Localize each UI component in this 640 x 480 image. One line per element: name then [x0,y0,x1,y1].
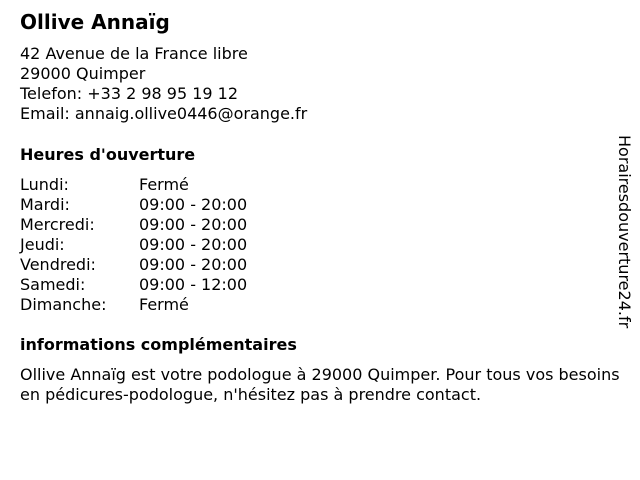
time-value: Fermé [139,295,189,314]
business-name: Ollive Annaïg [20,10,170,34]
day-label: Samedi: [20,275,86,294]
hours-row-saturday [20,275,280,295]
site-watermark: Horairesdouverture24.fr [615,135,634,329]
day-label: Lundi: [20,175,69,194]
time-value: 09:00 - 20:00 [139,255,248,274]
time-value: 09:00 - 20:00 [139,215,248,234]
hours-row-sunday [20,295,280,315]
day-label: Mardi: [20,195,70,214]
email-address: Email: annaig.ollive0446@orange.fr [20,104,308,123]
hours-row-thursday [20,235,280,255]
contact-block [20,44,307,124]
day-label: Mercredi: [20,215,95,234]
opening-hours-title: Heures d'ouverture [20,145,196,164]
hours-row-tuesday [20,195,280,215]
hours-row-monday [20,175,280,195]
day-label: Vendredi: [20,255,96,274]
day-label: Jeudi: [20,235,65,254]
hours-row-friday [20,255,280,275]
day-label: Dimanche: [20,295,107,314]
time-value: 09:00 - 20:00 [139,195,248,214]
time-value: 09:00 - 20:00 [139,235,248,254]
additional-info-title: informations complémentaires [20,335,297,354]
business-description: Ollive Annaïg est votre podologue à 29000 Quimper. Pour tous vos besoins en pédicures-podologue, n'hésitez pas à prendre contact. [20,365,620,404]
hours-row-wednesday [20,215,280,235]
opening-hours-table [20,175,280,315]
time-value: Fermé [139,175,189,194]
phone-number: Telefon: +33 2 98 95 19 12 [20,84,239,103]
time-value: 09:00 - 12:00 [139,275,248,294]
address-street: 42 Avenue de la France libre [20,44,248,63]
address-city: 29000 Quimper [20,64,146,83]
